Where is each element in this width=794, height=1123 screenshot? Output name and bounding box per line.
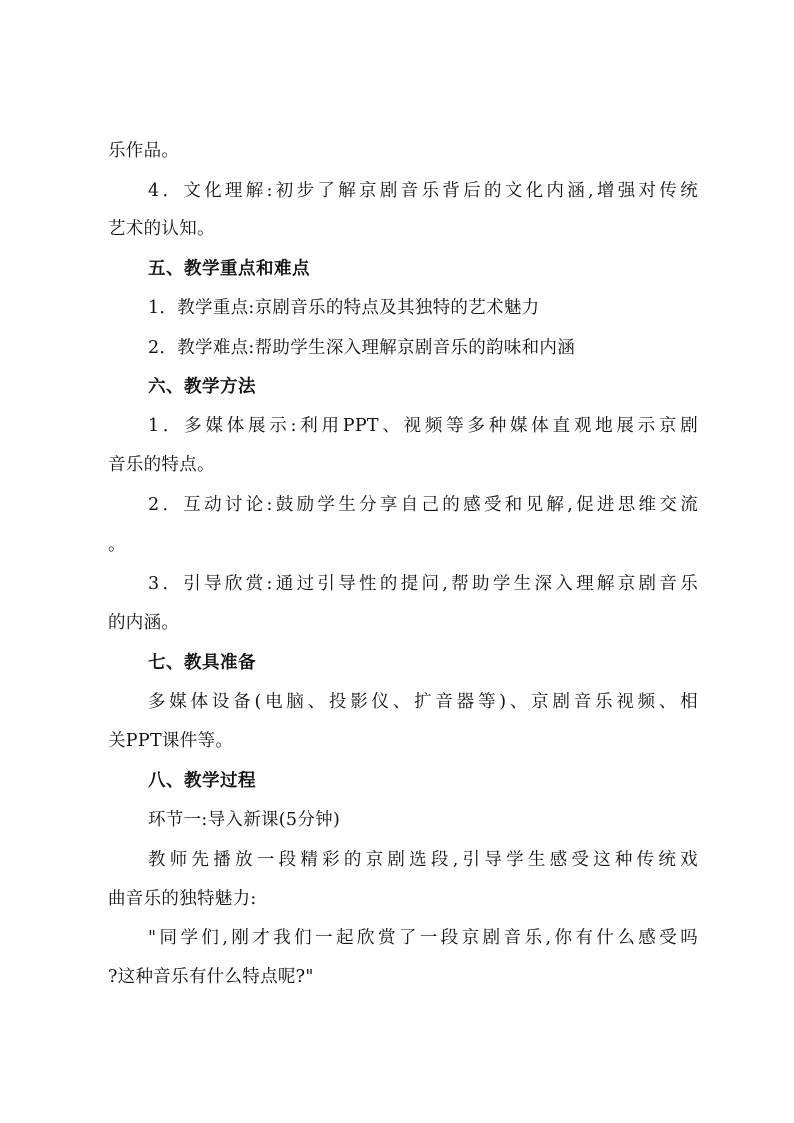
text-line: 多媒体设备(电脑、投影仪、扩音器等)、京剧音乐视频、相 xyxy=(148,692,698,712)
text-line: 艺术的认知。 xyxy=(108,219,215,239)
section-heading: 五、教学重点和难点 xyxy=(148,259,310,279)
section-heading: 六、教学方法 xyxy=(148,377,256,397)
text-line: 乐作品。 xyxy=(108,141,180,161)
text-line: ?这种音乐有什么特点呢?" xyxy=(108,967,314,987)
section-heading: 七、教具准备 xyxy=(148,653,256,673)
text-line: "同学们,刚才我们一起欣赏了一段京剧音乐,你有什么感受吗 xyxy=(148,928,698,948)
text-line: 2．教学难点:帮助学生深入理解京剧音乐的韵味和内涵 xyxy=(148,338,576,358)
text-line: 。 xyxy=(108,535,126,555)
text-line: 环节一:导入新课(5分钟) xyxy=(148,810,341,830)
text-line: 音乐的特点。 xyxy=(108,455,215,475)
text-line: 的内涵。 xyxy=(108,613,180,633)
text-line: 4．文化理解:初步了解京剧音乐背后的文化内涵,增强对传统 xyxy=(148,181,698,201)
text-line: 2．互动讨论:鼓励学生分享自己的感受和见解,促进思维交流 xyxy=(148,495,698,515)
text-line: 1．多媒体展示:利用PPT、视频等多种媒体直观地展示京剧 xyxy=(148,416,698,436)
text-line: 1．教学重点:京剧音乐的特点及其独特的艺术魅力 xyxy=(148,298,540,318)
text-line: 关PPT课件等。 xyxy=(108,731,234,751)
text-line: 3．引导欣赏:通过引导性的提问,帮助学生深入理解京剧音乐 xyxy=(148,574,698,594)
text-line: 教师先播放一段精彩的京剧选段,引导学生感受这种传统戏 xyxy=(148,850,698,870)
text-line: 曲音乐的独特魅力: xyxy=(108,889,257,909)
section-heading: 八、教学过程 xyxy=(148,771,256,791)
